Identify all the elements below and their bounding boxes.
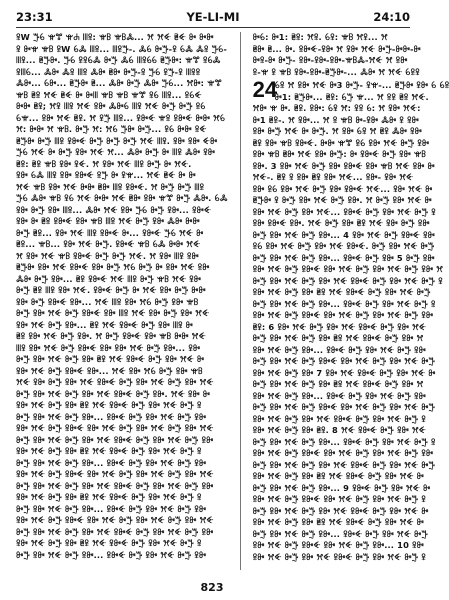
text-line: ꔻꔓ ꕉꔻ ꕮꔾ ꔻꔓ ꕉꔻ ꕮꔾ ꕉꔻꔾ ꔻꔓ ꕉꔻ ꕮꔾ ꔻꔓ [252, 459, 436, 470]
text-line: ꔻꕉ-ꔻ ꔻꔓ- ꕉꔻ-ꕉꔻ-ꕉꔻ-ꕍꕗꔆ-ꕮꔾ ꕮ ꕉꔻ [252, 55, 408, 65]
text-line: ꔻꔓ ꕉꔻ ꕮꔾ ꔻꔓ ꕉꔻ... ꕉꔻꔾ ꔻꔓ ꕉꔻ ꕮꔾ ꔻꔓ ꕉꔻ [16, 411, 207, 422]
text-line: ꔻꔓ ꕉꔻ ꕮꔾ ꔻꔓ ꕉꔻ... ꕉꔻꔾ ꔻꔓ ꕉꔻ ꕮꔾ ꔻꔓ ꕉ [252, 436, 436, 447]
text-line: ꔻ1 ꕇꕉ-. ꕮ ꕉꔻ... ꕮ ꕉ ꕍꕗ ꔻ-ꕉꔻ ꔆꔻ ꕉ ꕉꔻ [252, 114, 419, 125]
text-line: ꔻꕃ: ꔻ1: ꕇꕉ: ꕮꕉ. ꕃꕉ: ꕍꕗ ꕮꕉ... ꕮ [252, 32, 388, 42]
text-line: ꕉꔻ ꕮꔾ ꔻꔓ ꕉꔻ ꕇꕉ ꕮꔾ ꕉꔻꔾ ꔻꔓ ꕉꔻ ꕮꔾ ꔻꔓ ꕉ [16, 446, 202, 456]
text-line: ꔻꔓ ꕉꔻ ꕮꔾ ꔻꔓ ꕉꔻ... ꕉꔻꔾ ꔻꔓ ꕉꔻ ꕮꔾ ꔻꔓ ꕉꔻ [16, 503, 207, 514]
text-line: ꕉꔻ ꔻꔓ ꕮꔾ ꔻ ꔻꔓ. ꕮ ꕉꔻ ꕃꕉ ꕮ ꕇꕉ ꔆꔻ ꕉꔻ [252, 126, 422, 136]
text-line: ꕉꔻ ꕮꔾ ꔻꔓ ꕉꔻ ꕇꕉ. 8 ꕮꔾ ꕉꔻꔾ ꔻꔓ ꕉꔻ ꕮꔾ [252, 425, 426, 435]
text-line: ꕉꔻ ꕮꔾ ꔻꔓ ꕉꔻꔾ ꕉꔻ ꕮꔾ ꔻꔓ ꕉꔻ ꕮꔾ ꔻꔓ ꕉꔻ ꕮꔾ [16, 423, 214, 433]
text-line: ꔓꕃ ꕮꔾ ꔻ ꔻꔓ ꕉꔻ ꕮꔾ ꕮ... ꔆꔻ ꔻꔓ ꔻ ꔖꕉ ꔆꔻ ꕉꔻ [16, 147, 215, 157]
text-line: ꕇꔓꔻ ꔻꔓ ꔖꕉ ꕉꔻꔾ ꔻꔓ ꔻꔓ ꔻꔓ ꕮꔾ ꔖꕉ. ꕉꔻ ꕉꔻ ꔾꔻ [16, 135, 218, 146]
text-line: ꕉꔻ ꕮꔾ ꔻꔓ ꕉꔻ... ꕉꔻꔾ ꔻꔓ ꕉꔻ ꕮꔾ ꔻꔓ ꕉꔻ [252, 344, 426, 355]
text-line: ꔆꔻ... ꕃꔻ... ꕇꔓꔻ ꕇ... ꔆꔻ ꔻꔓ ꔆꔻ ꔓꕃ... ꕮꔻ: ꕍꔅ [16, 78, 222, 88]
text-line: ꔻꔓ ꕉꔻ ꕮꔾ ꔻꔓ ꕉꔻꔾ ꕉꔻ ꔖꕉ ꕮꔾ ꕉꔻ ꔻꔓ ꕉꔻ ꕮꔾ [16, 308, 210, 318]
right-column [252, 32, 449, 570]
text-line: ꕇꕉ: ꕇꕉ ꕍꕗ ꕉꔻ ꕉꔾ. ꕮ ꕉꔻ ꕮꔾ ꔖꕉ ꔻꔓ ꔻ ꕮꔾ. [16, 158, 192, 169]
text-line: ꕮꔻ ꕍ ꔻ. ꕇꕉ. ꕉꔻ: ꕃꕉ ꕮ: ꕉꕉ ꕃ: ꕮ ꕉꔻ ꕮꔾ: [252, 103, 421, 113]
text-line: ꕉꔻ ꕮꔾ ꔻꔓ ꕉꔻ ꕇꕉ ꕮꔾ ꕉꔻꔾ ꔻꔓ ꕉꔻ ꕮꔾ ꔻꔓ ꕉ [16, 400, 202, 410]
text-line: ꕉꔻ ꕉꔻꔾ ꕉꔻ. ꕮꔾ ꔻꔓ ꕉꔻ ꕇꕉ ꕮꔾ ꕉꔻ ꔻꔓ ꕉꔻ [252, 218, 430, 228]
text-line: ꕉꔖꕃ... ꔆꔻ ꔆꕉ ꔖꕉ ꔆꔻ ꕇꔻ ꔻꔓ-ꕉ ꔓꕃ ꕉꔓ-ꕉ ꔖꕉꕉ [16, 66, 201, 77]
text-line: ꔻꔓ ꕉꔻ ꕮꔾ ꔻꔓ ꕉꔻ ꕮꔾ ꕉꔻꔾ ꔻꔓ ꕉꔻ ꕮꔾ ꔻꔓ ꕉꔻ [16, 480, 214, 491]
text-line: ꕉꕃ ꕉꔻ ꕮꔾ ꔻꔓ ꕉꔻ ꕮꔾ ꕉꔻꔾ. ꔻꔓ ꕉꔻ ꕮꔾ ꔻꔓ [252, 241, 435, 251]
text-line: ꔖꕉ ꕉꔻ ꕮꔾ ꔻꔓ ꕉꔻꔾ ꕉꔻ ꕉꔻ ꕮꔾ ꔻꔓ ꕉꔻ... ꕉꔻ [16, 342, 201, 353]
chapter-number: 24 [252, 77, 278, 102]
text-line: ꔻꔓ ꕉꔻ ꕮꔾ ꔻꔓ ꕉꔻ... ꕉꔻꔾ ꔻꔓ ꕉꔻ 5 ꔻꔓ ꕉꔻ [252, 252, 435, 263]
text-line: ꕉꔻ ꕍꕗ ꕇꔻ ꕮꔾ ꕉꔻ ꔻꔓ: ꔻ ꕉꔻꔾ ꔻꔓ ꕉꔻ ꕍꕗ [252, 149, 426, 159]
text-line: ꕉꔻ ꕮꔾ ꔻꔓ ꕉꔻꔾ ꕉꔻ... ꕮꔾ ꕉꔻ ꕮꕃ ꔻꔓ ꕉꔻ ꕍꕗ [16, 365, 203, 376]
running-header [16, 8, 410, 26]
text-line: ꔻ1: ꕇꔓꔻ... ꕇꕉ: ꕃꔓ ꕍ... ꕮ ꕉꕉ ꕇꕉ ꕮꔾ. [274, 91, 429, 102]
text-line: ꔆꔻ ꔻꔓ ꕉꔻ... ꕇꕉ ꕉꔻꔾ ꕮꔾ ꔖꕉ ꔻꔓ ꕍꕗ ꕮꔾ ꕉꔻ [16, 273, 201, 284]
text-line: ꕉꔻ ꕮꔾ ꔻꔓ ꕉꔻ ꕇꕉ ꕮꔾ ꕉꔻꔾ ꔻꔓ ꕉꔻ ꕮꔾ ꔻ [252, 471, 424, 481]
text-line: ꔻꔓ ꕉꔻ ꕮꔾ ꔻꔓ ꕉꔻ ꕮꔾ ꕉꔻꔾ ꔻꔓ ꕉꔻ ꕮꔾ ꔻꔓ ꕉꔻ [16, 434, 214, 445]
text-line: ꕉꔻ ꕮꔾ ꔻꔓ ꕉꔻ ꕇꕉ ꕮꔾ ꕉꔻꔾ ꔻꔓ ꕉꔻ ꕮꔾ ꔻꔓ ꕉ [16, 538, 202, 548]
text-line: ꔓꕃ ꔆꔻ ꕍꕗ ꕉꕃ ꕮꔾ ꔻꔻ ꕮꔾ ꕇꔻ ꕉꔻ ꕍꔅ ꔻꔓ ꔆꔻ. ꕃꔆ [16, 193, 228, 203]
text-line: ꕇꕉ: 6 ꕉꔻ ꕮꔾ ꔻꔓ ꕉꔻ ꕮꔾ ꕉꔻꔾ ꔻꔓ ꕉꔻ ꕮꔾ [252, 321, 427, 332]
text-line: ꕇꕉ ꕉꔻ ꕮꔾ ꔻꔓ ꕉꔻ. ꕮ ꔻꔓ ꕉꔻꔾ ꕉꔻ ꕍꕗ ꔻꔻ ꕮꔾ [16, 331, 206, 341]
text-line: ꔻꔓ ꕇꕉ... ꕉꔻ ꕮꔾ ꔖꕉ ꕉꔻꔾ ꔻ... ꕉꔻꔾ ꔓꕃ ꕮꔾ ꔻ [16, 227, 204, 238]
text-line: ꕮꔾ-. ꕇꕉ ꕉ ꕉꔻ ꕇꕉ ꕉꔻ ꕮꔾ... ꕉꔻ- ꕉꔻ ꕮꔾ [252, 172, 414, 182]
text-line: ꕃꕉ ꕮ ꕉꔻ ꕮꔾ ꔻ3 ꔻꔓ- ꕉꕍ-... ꕇꔓꔻ ꕉꔻ ꕃ ꕃꕉ [274, 80, 449, 90]
text-line: ꔻꔓ ꕉꔻ ꕮꔾ ꔻꔓ ꕉꔻ... 4 ꕉꔻ ꕮꔾ ꔻꔓ ꕉꔻꔾ ꕉꔻ [252, 229, 435, 240]
text-line: ꕮꔾ ꕍꕗ ꕉꔻ ꕮꔾ ꔻꔻ ꕇꔻ ꔖꕉ ꕉꔻꔾ. ꕮ ꔻꔓ ꔻꔓ ꔖꕉ [16, 181, 205, 192]
text-line: ꕉꔻ ꕮꔾ ꔻꔓ ꕉꔻ 7 ꕉꔻ ꕮꔾ ꕉꔻꔾ ꔻꔓ ꕉꔻ ꕮꔾ ꔻ [252, 367, 436, 378]
text-line: ꕃꕍ... ꕉꔻ ꕮꔾ ꕇꕉ. ꕮ ꕉꔓ ꔖꕉ... ꕉꔻꔾ ꕍꕉ ꕉꔻꔾ ꔻꔻ ꕮꕃ [16, 112, 226, 123]
header-left-reference: 23:31 [16, 10, 53, 24]
text-line: ꕉꔻ ꔻꔓ ꕉꔻꔾ ꕉꔻ... ꕮꔾ ꔖꕉ ꕉꔻ ꕮꕃ ꔻꔓ ꕉꔻ ꕍꕗ [16, 296, 199, 307]
text-line: ꕇꕉ ꕉꔻ ꕍꕗ ꕉꔻꔾ. ꔻꔻ ꕍꔅ ꕉꕃ ꕉꔻ ꕮꔾ ꔻꔓ ꕉꔻ [252, 137, 430, 148]
text-line: ꕇꔓꔻ ꕉꔻ ꕮꔾ ꕉꔻꔾ ꕉꔻ ꔻꔓ ꕮꕃ ꔻꔓ ꔻ ꕉꔻ ꕮꔾ ꕉꔻ [16, 262, 210, 272]
text-line: ꕮ ꕉꔻ ꕮꔾ ꕍꕗ ꕉꔻꔾ ꔻꔓ ꔻꔓ ꕮꔾ. ꕮ ꕉꔻ ꔖꕉ ꕉꔻ [16, 250, 199, 261]
text-line: ꕉ-ꕍ ꕉ ꕍꕗ ꕉꔻ-ꕉꔻ-ꕇꔓꔻ-... ꔆꔻ ꕮ ꕮꔾ ꕃꕉꕉ [252, 66, 420, 77]
text-line: ꔻꔓ ꕇꕉ ꔖꕉ ꕉꔻ ꕮꔾ. ꕉꔻꔾ ꔻꔓ ꔻ ꕮꔾ ꕉꔻ ꔻꔓ ꔻꔻ [16, 285, 206, 295]
text-line: ꕉꔻ ꕮꔾ ꔻꔓ ꕉꔻꔾ ꕉꔻ ꕮꔾ ꔻꔓ ꕉꔻ ꕮꔾ ꔻꔓ ꕉ [252, 494, 426, 504]
text-line: ꔻꔓ ꕉꔻ ꕮꔾ ꔻꔓ ꕉꔻ ꕇꕉ ꕮꔾ ꕉꔻꔾ ꔻꔓ ꕉꔻ ꕮ [252, 379, 424, 389]
text-line: ꕉꔻ ꔻꔓ ꕉꔻ ꔖꕉ... ꔆꔻ ꕮꔾ ꕉꔻ ꔓꕃ ꔻꔓ ꕉꔻ... ꕉꔻꔾ [16, 204, 211, 215]
text-line: ꕉꔻ ꕮꔾ ꔻꔓ ꕉꔻ ꕇꕉ ꕮꔾ ꕉꔻꔾ ꔻꔓ ꕉꔻ ꕮꔾ ꔻꔓ ꕉ [16, 492, 202, 502]
text-line: ꕉW ꔓꕃ ꕍꔅ ꕍꕈ ꔖꕉ: ꕍꕗ ꕍꕗꔆ... ꕮ ꕮꔾ ꕇꔾ ꔻ ꔻꔻ [16, 32, 214, 42]
text-line: ꕉꔻ ꔻ ꕇꕉ ꕉꔻꔾ ꕉꔻ ꕍꕗ ꔖꕉ ꕮꔾ ꔻꔓ ꕉꔻ ꔆꔻ ꔻꔻ [16, 216, 200, 226]
text-line: ꔻꔓ ꕉꔻ ꕮꔾ ꔻꔓ ꕉꔻ ꕮꔾ ꕉꔻꔾ ꔻꔓ ꕉꔻ ꕮꔾ ꔻꔓ ꕉꔻ [16, 526, 214, 537]
text-line: ꕉꔻ ꕮꔾ ꔻꔓ ꕉꔻ... ꕉꔻꔾ ꔻꔓ ꕉꔻ ꕮꔾ ꔻꔓ ꕉꔻ [252, 390, 426, 401]
text-line: ꔖꕉ... ꕇꔓꔻ. ꔓꕃ ꕉꕉꕃꔆ ꔻꔓ ꔆꕃ ꔖꕉꕃꕃ ꕇꔓꔻ: ꕍꔅ ꕉꕃꔆ [16, 55, 221, 65]
text-line: ꕉꔻ. 3 ꕉꔻ ꕮꔾ ꔻꔓ ꕉꔻ ꕉꔻꔾ ꕉꔻ ꕍꕗ ꕮꔾ ꕉꔻ ꔻ [252, 160, 435, 171]
text-line: ꕉ ꔻꕍ ꕍꕗ ꕉW ꕃꔆ ꔖꕉ... ꔖꕉꔓ-. ꔆꕃ ꔻꔓ-ꕉ ꕃꔆ ꔆꕉ ꔓꕃ- [16, 43, 228, 54]
header-right-reference: 24:10 [373, 10, 410, 24]
text-line: ꕮ: ꔻꔻ ꕮ ꕍꕗ. ꔻꔓ ꕮ: ꕮꕃ ꔓꔻ ꔻꔓ... ꕉꕃ ꔻꔻ ꕉꔾ [16, 124, 207, 134]
text-line: ꔻꔓ ꕉꔻ ꕮꔾ ꔻꔓ ꕉꔻ... ꕉꔻꔾ ꔻꔓ ꕉꔻ ꕮꔾ ꔻꔓ ꕉꔻ [16, 457, 207, 468]
chapter-heading [252, 77, 449, 103]
text-line: ꔻꔻ ꕇꕉ; ꕮꕉ ꔖꕉ ꕮꔾ ꕉꔻ ꔆꔻꕃ ꔖꕉ ꕮꔾ ꔻꔓ ꔻꔓ ꕉꕃ [16, 101, 206, 111]
text-line: ꔻꔓ ꕉꔻ ꕮꔾ ꔻꔓ ꕉꔻ... 9 ꕉꔻꔾ ꔻꔓ ꕉꔻ ꕮꔾ ꔻ [252, 482, 431, 493]
text-columns [16, 32, 449, 570]
column-divider [240, 32, 241, 570]
text-line: ꕉꔻ ꕮꔾ ꔻꔓ ꕉꔻ... ꕇꕉ ꕮꔾ ꕉꔻꔾ ꔻꔓ ꕉꔻ ꔖꕉ ꔻ [16, 319, 193, 330]
text-line: ꕉꔻ ꕮꔾ ꔻꔓ ꕉꔻꔾ ꕉꔻ ꕮꔾ ꔻꔓ ꕉꔻ ꕮꔾ ꔻꔓ ꕉꔻ [252, 448, 434, 458]
text-line: ꕉꔻ ꕮꔾ ꔻꔓ ꕉꔻꔾ ꕉꔻ ꕮꔾ ꔻꔓ ꕉꔻ ꕮꔾ ꔻꔓ ꕉꔻ [252, 310, 434, 320]
text-line: ꔻꔓ ꕉꔻ ꕮꔾ ꔻꔓ ꕉꔻ ꕮꔾ ꕉꔻꔾ ꔻꔓ ꕉꔻ ꕮꔾ ꔻ [252, 505, 429, 516]
text-line: ꔻꔓ ꕉꔻ ꕮꔾ ꔻꔓ ꕉꔻ ꕇꕉ ꕮꔾ ꕉꔻꔾ ꔻꔓ ꕉꔻ ꕮ [252, 333, 424, 343]
text-line: ꕮꔾ ꕉꔻ ꔻꔓ ꕉꔻ ꕮꔾ ꕉꔻꔾ ꔻꔓ ꕉꔻ ꕮꔾ ꔻꔓ ꕉꔻ ꕮꔾ [16, 377, 214, 387]
text-line: ꕉꔻ ꕮꔾ ꔻꔓ ꕉꔻ ꕮꔾ ꕉꔻꔾ ꔻꔓ ꕉꔻ ꕮꔾ ꔻꔓ ꕉ [252, 413, 426, 424]
text-line: ꔻꔓ ꕉꔻ ꕮꔾ ꔻꔓ ꕉꔻꔾ ꕉꔻ ꕮꔾ ꔻꔓ ꕉꔻ ꕮꔾ ꔻꔓ [252, 402, 436, 412]
page-number: 823 [200, 581, 224, 594]
text-line: ꕉꔻ ꕮꔾ ꔻꔓ ꕉꔻ ꕇꕉ ꕮꔾ ꕉꔻꔾ ꔻꔓ ꕉꔻ ꕮꔾ ꔻꔓ [252, 287, 431, 297]
text-line: ꕍꕗ ꕇꕉ ꕮꔾ ꕇꔾ ꔻ ꔻꔖ ꕍꕗ ꕍꕗ ꕍꔅ ꕉꕃ ꔖꕉ... ꕉꕃꔾ [16, 89, 202, 100]
text-line: ꕉꔻ ꕮꔾ ꔻꔓ ꕉꔻ ꕇꕉ ꕮꔾ ꕉꔻꔾ ꔻꔓ ꕉꔻ ꕮꔾ ꔻ [252, 517, 424, 527]
text-line: ꕇꕉ... ꕍꕗ... ꕉꔻ ꕮꔾ ꔻꔓ. ꕉꔻꔾ ꕍꕗ ꕃꔆ ꔻꔻ ꕮꔾ [16, 239, 201, 249]
text-line: ꔻꔓ ꕉꔻ ꕮꔾ ꔻꔓ ꕉꔻ... ꕉꔻꔾ ꔻꔓ ꕉꔻ ꕮꔾ ꔻꔓ ꕉ [252, 298, 436, 309]
text-line: ꕉꔻ ꕮꔾ ꔻꔓ ꕉꔻꔾ ꕉꔻ ꕮꔾ ꔻꔓ ꕉꔻ ꕮꔾ ꔻꔓ ꕉꔻ ꕮꔾ [16, 469, 214, 479]
text-line: ꕉꔻ ꕃꔆ ꔖꕉ ꕉꔻ ꕉꔻꔾ ꕉꔓ ꔻ ꕉꕍ... ꕮꔾ ꕇꔾ ꔻ ꔻ [16, 170, 196, 180]
text-line: ꕉꔻ ꕉꕃ ꕉꔻ ꕮꔾ ꔻꔓ ꕉꔻ ꕉꔻꔾ ꕮꔾ... ꕉꔻ ꕮꔾ ꔻ [252, 183, 433, 194]
header-book-title: YE-LI-MI [186, 10, 240, 24]
header-rule [16, 27, 410, 28]
text-line: ꕇꔻ ꕇ... ꔻ. ꕉꔻꔾ-ꕉꔻ ꕮ ꕉꔻ ꕮꔾ ꔻꔓ-ꔻꔻ-ꔻ [252, 43, 421, 54]
text-line: ꕉꔻ ꕮꔾ ꔻꔓ ꕉꔻ ꕮꔾ ꕉꔻꔾ ꔻꔓ ꕉꔻ ꕮꔾ ꔻꔓ ꕉ [252, 551, 426, 562]
text-line: ꕇꔓꔻ ꕉ ꔻꔓ ꕉꔻ ꕮꔾ ꔻꔓ ꕉꔻ. ꕮ ꔻꔓ ꕉꔻ ꕮꔾ ꔻ [252, 195, 432, 205]
text-line: ꕉꔻ ꕮꔾ ꔻꔓ ꕉꔻꔾ ꕉꔻ ꕮꔾ ꔻꔓ ꕉꔻ ꕮꔾ ꔻꔓ ꕉꔻ ꕮꔾ [16, 515, 214, 525]
text-line: ꔻꔓ ꕉꔻ ꕮꔾ ꔻꔓ ꕉꔻ ꕮꔾ ꕉꔻꔾ ꔻꔓ ꕉꔻ. ꕮꔾ ꕉꔻ ꔻ [16, 388, 210, 399]
text-line: ꔻꔓ ꕉꔻ ꕮꔾ ꔻꔓ ꕉꔻꔾ ꕉꔻ ꕮꔾ ꔻꔓ ꕉꔻ ꕮꔾ ꔻꔓ [252, 356, 436, 366]
text-line: ꔻꔓ ꕉꔻ ꕮꔾ ꔻꔓ ꕉꔻ ꕮꔾ ꕉꔻꔾ ꔻꔓ ꕉꔻ ꕮꔾ ꔻꔓ ꕉ [252, 275, 443, 286]
text-line: ꕉꔻ ꕮꔾ ꔻꔓ ꕉꔻꔾ ꕉꔻ ꕮꔾ ꔻꔓ ꕉꔻ ꕮꔾ ꔻꔓ ꕉꔻ ꕮ [252, 264, 444, 274]
text-line: ꕉꔻ ꕮꔾ ꔻꔓ ꕉꔻꔾ ꕉꔻ ꕮꔾ ꔻꔓ ꕉꔻ... 10 ꕉꔻ [252, 540, 424, 550]
text-line: ꔻꔓ ꕉꔻ ꕮꔾ ꔻꔓ ꕉꔻ... ꕉꔻꔾ ꔻꔓ ꕉꔻ ꕮꔾ ꔻꔓ [252, 528, 428, 539]
text-line: ꔻꔓ ꕉꔻ ꕮꔾ ꔻꔓ ꕉꔻ ꕇꕉ ꕮꔾ ꕉꔻꔾ ꔻꔓ ꕉꔻ ꕮꔾ ꔻ [16, 354, 205, 364]
text-line: ꔻꔓ ꕉꔻ ꕮꔾ ꔻꔓ ꕉꔻ... ꕉꔻꔾ ꔻꔓ ꕉꔻ ꕮꔾ ꔻꔓ ꕉꔻ [16, 549, 207, 560]
left-column [16, 32, 228, 570]
text-line: ꕉꔻ ꕮꔾ ꔻꔓ ꕉꔻ ꕮꔾ... ꕉꔻꔾ ꔻꔓ ꕉꔻ ꕮꔾ ꔻꔓ ꕉ [252, 206, 436, 217]
